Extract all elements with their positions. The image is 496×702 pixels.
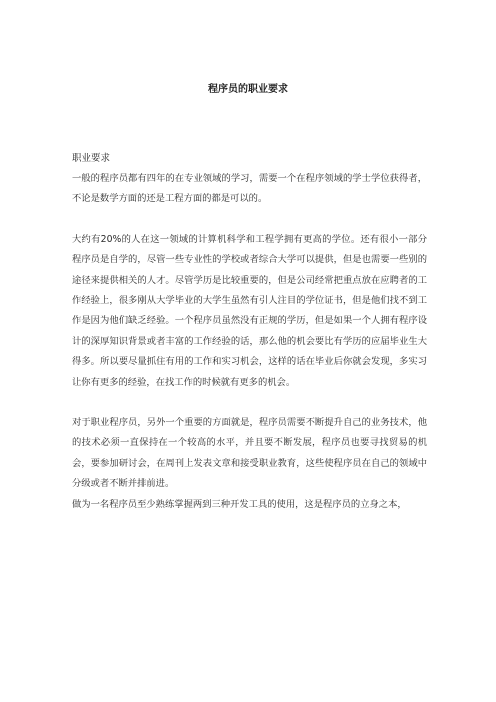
paragraph-1: 一般的程序员都有四年的在专业领域的学习，需要一个在程序领域的学士学位获得者，不论是数学方面的还是工程方面的都是可以的。 (72, 173, 427, 205)
section-heading: 职业要求 (72, 153, 111, 164)
paragraph-3: 对于职业程序员，另外一个重要的方面就是，程序员需要不断提升自己的业务技术，他的技术必须一直保持在一个较高的水平，并且要不断发展，程序员也要寻找贸易的机会，要参加研讨会，在周刊上发表文章和接受职业教育，这些使程序员在自己的领域中分级或者不断并排前进。 (72, 417, 427, 490)
document-title: 程序员的职业要求 (208, 84, 288, 95)
paragraph-4: 做为一名程序员至少熟练掌握两到三种开发工具的使用，这是程序员的立身之本， (72, 498, 407, 510)
paragraph-2: 大约有20%的人在这一领域的计算机科学和工程学拥有更高的学位。还有很小一部分程序员是自学的，尽管一些专业性的学校或者综合大学可以提供，但是也需要一些别的途径来提供相关的人才。尽管学历是比较重要的，但是公司经常把重点放在应聘者的工作经验上，很多刚从大学毕业的大学生虽然有引人注目的学位证书，但是他们找不到工作是因为他们缺乏经验。一个程序员虽然没有正规的学历，但是如果一个人拥有程序设计的深厚知识背景或者丰富的工作经验的话，那么他的机会要比有学历的应届毕业生大得多。所以要尽量抓住有用的工作和实习机会，这样的话在毕业后你就会发现，多实习让你有更多的经验，在找工作的时候就有更多的机会。 (72, 233, 427, 388)
document-body (72, 148, 427, 515)
